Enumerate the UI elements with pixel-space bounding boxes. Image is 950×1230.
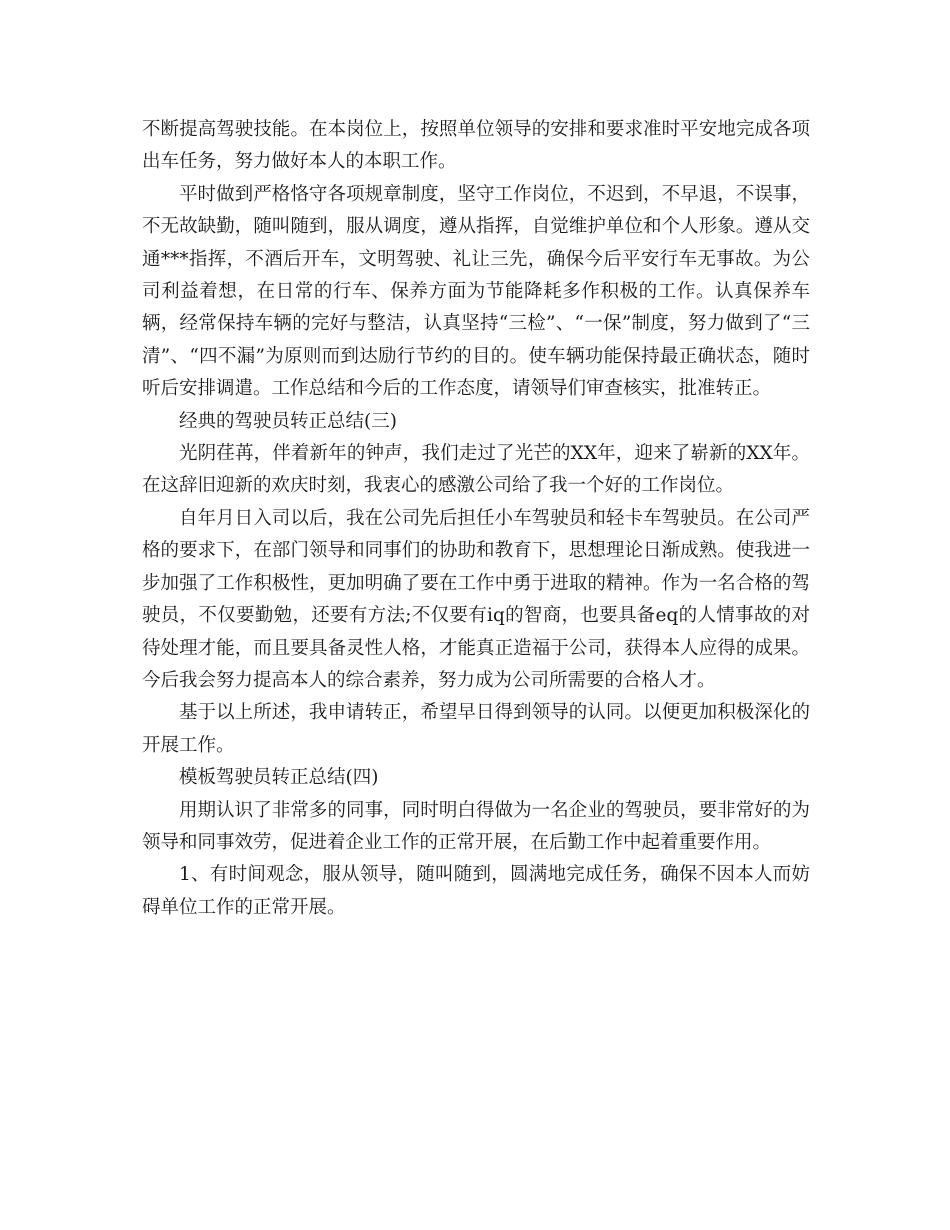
section-heading: 模板驾驶员转正总结(四) bbox=[179, 767, 379, 789]
document-page bbox=[142, 114, 810, 924]
paragraph: 用期认识了非常多的同事，同时明白得做为一名企业的驾驶员，要非常好的为领导和同事效劳，促进着企业工作的正常开展，在后勤工作中起着重要作用。 bbox=[142, 799, 810, 853]
paragraph: 光阴荏苒，伴着新年的钟声，我们走过了光芒的XX年，迎来了崭新的XX年。在这辞旧迎新的欢庆时刻，我衷心的感激公司给了我一个好的工作岗位。 bbox=[142, 443, 810, 497]
paragraph: 平时做到严格恪守各项规章制度，坚守工作岗位，不迟到，不早退，不误事，不无故缺勤，随叫随到，服从调度，遵从指挥，自觉维护单位和个人形象。遵从交通***指挥，不酒后开车，文明驾驶、礼让三先，确保今后平安行车无事故。为公司利益着想，在日常的行车、保养方面为节能降耗多作积极的工作。认真保养车辆，经常保持车辆的完好与整洁，认真坚持“三检”、“一保”制度，努力做到了“三清”、“四不漏”为原则而到达励行节约的目的。使车辆功能保持最正确状态，随时听后安排调遣。工作总结和今后的工作态度，请领导们审查核实，批准转正。 bbox=[142, 183, 810, 400]
paragraph: 基于以上所述，我申请转正，希望早日得到领导的认同。以便更加积极深化的开展工作。 bbox=[142, 702, 810, 756]
section-heading: 经典的驾驶员转正总结(三) bbox=[179, 410, 397, 432]
paragraph: 自年月日入司以后，我在公司先后担任小车驾驶员和轻卡车驾驶员。在公司严格的要求下，在部门领导和同事们的协助和教育下，思想理论日渐成熟。使我进一步加强了工作积极性，更加明确了要在工作中勇于进取的精神。作为一名合格的驾驶员，不仅要勤勉，还要有方法;不仅要有iq的智商，也要具备eq的人情事故的对待处理才能，而且要具备灵性人格，才能真正造福于公司，获得本人应得的成果。今后我会努力提高本人的综合素养，努力成为公司所需要的合格人才。 bbox=[142, 507, 810, 691]
paragraph: 不断提高驾驶技能。在本岗位上，按照单位领导的安排和要求准时平安地完成各项出车任务，努力做好本人的本职工作。 bbox=[142, 119, 810, 173]
paragraph: 1、有时间观念，服从领导，随叫随到，圆满地完成任务，确保不因本人而妨碍单位工作的正常开展。 bbox=[142, 864, 810, 918]
